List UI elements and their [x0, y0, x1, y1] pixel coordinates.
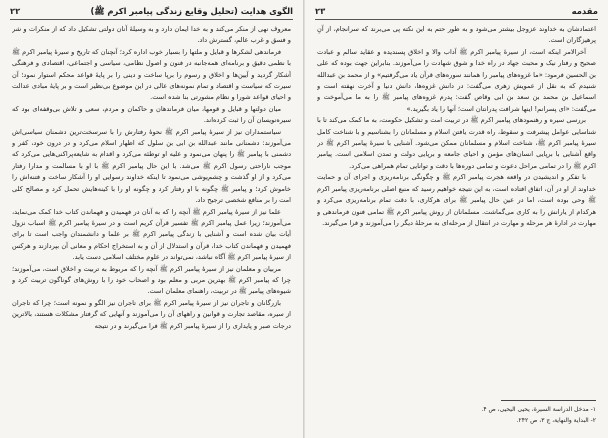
left-page-body [12, 24, 291, 432]
paragraph: مربیان و معلمان نیز از سیرهٔ پیامبر اکرم ﷺ آنچه را که مربوط به تربیت و اخلاق است، می‌آموزند؛ چرا که پیامبر اکرم ﷺ بهترین مربی و معلم بود و اصحاب خود را با روش‌های گوناگون تربیت کرد و شیوه‌های پیامبر ﷺ در تربیت، راهنمای معلمان است. [12, 264, 291, 296]
paragraph: بازرگانان و تاجران نیز از سیرهٔ پیامبر اکرم ﷺ برای تاجران نیز الگو و نمونه است؛ چرا که تاجران از سیره، مقاصد تجارت و قوانین و راههای آن را می‌آموزند و آنهایی که گرفتار مشکلات هستند، بالاترین درجات صبر و پایداری را از سیرهٔ پیامبر اکرم ﷺ فرا می‌گیرند و در نتیجه [12, 298, 291, 330]
footnote-rule [501, 400, 596, 401]
paragraph: با تفکر و اندیشیدن در واقعه هجرت پیامبر اکرم ﷺ و چگونگی برنامه‌ریزی و اجرای آن و حمایت خداوند از او در آن، اتفاق افتاده است، به این نتیجه خواهیم رسید که منبع اصلی برنامه‌ریزی پیامبر اکرم ﷺ وحی بوده است، اما در عین حال پیامبر ﷺ برای هرکاری، با دقت تمام برنامه‌ریزی می‌کرد و هرکدام از یارانش را به کاری می‌گماشت. مسلمانان از روش پیامبر اکرم ﷺ تمامی فنون فرماندهی و مهارت در ادارهٔ هر مرحله و مهارت در انتقال از مرحله‌ای به مرحلهٔ دیگر را می‌آموزند و فرا می‌گیرند. [317, 173, 596, 227]
paragraph: اعتمادشان به خداوند عزوجل بیشتر می‌شود و به طور حتم به این نکته پی می‌برند که سرانجام، از آنِ پرهیزگاران است. [317, 25, 596, 45]
paragraph: بررسی سیره و رهنمودهای پیامبر اکرم ﷺ در تربیت امت و تشکیل حکومت، به ما کمک می‌کند تا با شناسایی عوامل پیشرفت و سقوط، راه قدرت یافتن اسلام و مسلمانان را بشناسیم و با شناخت کامل سیرهٔ پیامبر اکرم ﷺ، شناخت اسلام و مسلمانان ممکن می‌شود. آشنایی با سیرهٔ پیامبر اکرم ﷺ در واقع آشنایی با برپایی انسان‌های مؤمن و احیای جامعه و برپایی دولت و تمدن اسلامی است. پیامبر اکرم ﷺ را در تمامی مراحل دعوت و تمامی دوره‌ها با دقت و توانایی تمام همراهی می‌کرد. [317, 116, 596, 170]
left-running-title: الگوی هدایت (تحلیل وقایع زندگی پیامبر اکرم ﷺ) [90, 6, 293, 16]
paragraph: میان دولتها و قبایل و قومها، میان فرماندهان و حاکمان و مردم، سعی و تلاش بی‌وقفه‌ای بود که سیره‌نویسان آن را ثبت کرده‌اند. [12, 104, 291, 125]
right-page-header [315, 5, 598, 20]
paragraph: معروف نهی از منکر می‌کند و به خدا ایمان دارد و به وسیلهٔ آنان دولتی تشکیل داد که از منکرات و شر و فسق و غرب عالم، گسترش داد. [12, 25, 291, 45]
paragraph: آخرالامر اینکه است، از سیرهٔ پیامبر اکرم ﷺ آداب والا و اخلاق پسندیده و عقاید سالم و عبادت صحیح و رفتار نیک و محبت جهاد در راه خدا و شوق شهادت را می‌آموزند. بنابراین جهت بوده که علی بن الحسین فرمود: «ما غزوه‌های پیامبر را همانند سوره‌های قرآن یاد می‌گرفتیم» و از محمد بن عبدالله شنیدم که به نقل از عمویش زهری می‌گفت: در دانش غزوه‌ها، دانش دنیا و آخرت نهفته است و اسماعیل بن محمد بن سعد بن ابی وقاص گفت: پدرم غزوه‌های پیامبر ﷺ را به ما می‌آموخت و می‌گفت: «ای پسرانم! اینها شرافت پدرانتان است؛ آنها را یاد بگیرید.» [317, 47, 596, 113]
footnote: ۲- البداية والنهاية، ج ۳، ص ۲۴۲. [516, 417, 596, 424]
paragraph: علما نیز از سیرهٔ پیامبر اکرم ﷺ آنچه را که به آنان در فهمیدن و فهماندن کتاب خدا کمک می‌نماید، می‌آموزند؛ زیرا عمل پیامبر اکرم ﷺ تفسیر قرآن کریم است و در سیرهٔ پیامبر اکرم ﷺ اسباب نزول آیات بیان شده است و آشنایی با زندگی پیامبر اکرم ﷺ بر علما و دانشمندان واجب است تا برای فهمیدن و فهماندن کتاب خدا، قرآن و استدلال از آن و به استخراج احکام و معانی آن بپردازند و هرکس از سیرهٔ پیامبر اکرم ﷺ آگاه نباشد، نمی‌تواند در علوم مختلف اسلامی دست یابد. [12, 207, 291, 262]
footnotes [317, 400, 596, 426]
left-page [0, 0, 303, 438]
paragraph: فرماندهی لشکرها و قبایل و ملتها را بسیار خوب اداره کرد؛ آنچنان که تاریخ و سیرهٔ پیامبر اکرم ﷺ با نظمی دقیق و برنامه‌ای همه‌جانبه در فنون و اصول نظامی، سیاسی و اجتماعی، اقتصادی و فرهنگی آشکار گردید و آیین‌ها و اخلاق و رسوم را برپا ساخت و دینی را بر پایهٔ قواعد محکم استوار نمود؛ آن سیرت که سیاست و اقتصاد و تمام نمونه‌های عالی در این موضوع بی‌نظیر است و بر پایهٔ مبادی عدالت و احیای قواعد شورا و نظام مشورتی بنا شده است. [12, 47, 291, 102]
right-page [305, 0, 608, 438]
paragraph: سیاستمداران نیز از سیرهٔ پیامبر اکرم ﷺ نحوهٔ رفتارش را با سرسخت‌ترین دشمنان سیاسی‌اش می‌آموزند: دشمنانی مانند عبدالله بن ابی بن سلول که اظهار اسلام می‌کرد و در درون خود، کفر و دشمنی با پیامبر ﷺ را پنهان می‌نمود و علیه او توطئه می‌کرد و اقدام به شایعه‌پراکنی‌هایی می‌کرد که موجب ناراحتی رسول اکرم ﷺ می‌شد. با این حال پیامبر اکرم ﷺ با او با مسالمت و مدارا رفتار می‌کرد و از او گذشت و چشم‌پوشی می‌نمود تا اینکه خداوند رسوایی او را آشکار ساخت و فتنه‌اش را خاموش کرد؛ و پیامبر ﷺ چگونه با او رفتار کرد و چگونه او را با کینه‌هایش تحمل کرد و مصالح کلی امت را بر منافع شخصی ترجیح داد. [12, 127, 291, 205]
right-running-title: مقدمه [571, 6, 598, 16]
right-page-body [317, 24, 596, 380]
left-page-header [10, 5, 293, 20]
footnote: ۱- مدخل الدراسة السيرة، يحيى اليحيى، ص ۴. [481, 406, 596, 413]
left-page-number: ۲۲ [10, 6, 21, 16]
right-page-number: ۲۳ [315, 6, 326, 16]
